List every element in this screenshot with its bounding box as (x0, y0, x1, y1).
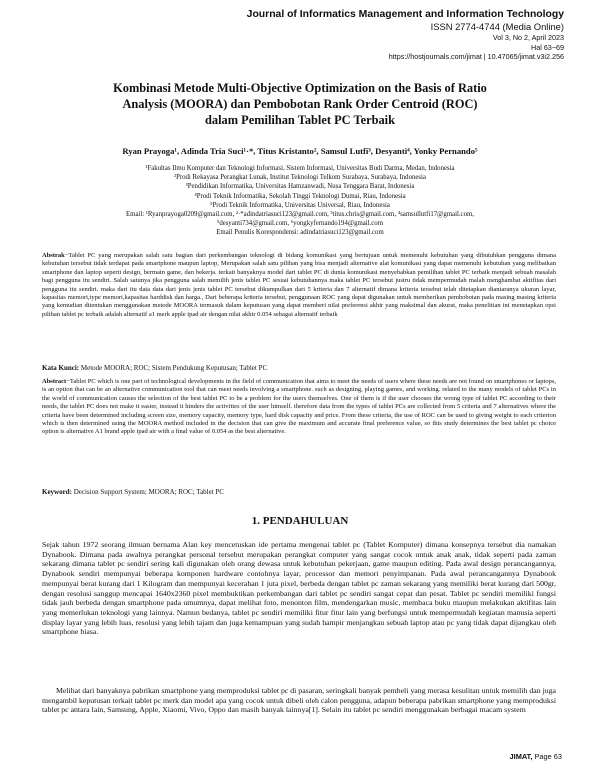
abstract-label: Abstract (42, 378, 67, 385)
footer-page: Page 63 (532, 752, 562, 761)
journal-issn: ISSN 2774-4744 (Media Online) (430, 21, 564, 32)
affiliation-2: ²Prodi Rekayasa Perangkat Lunak, Institut Teknologi Telkom Surabaya, Surabaya, Indonesia (174, 174, 426, 182)
keywords-label: Keyword: (42, 488, 72, 496)
section-heading-pendahuluan: 1. PENDAHULUAN (251, 515, 349, 527)
paragraph-2: Melihat dari banyaknya pabrikan smartphone yang memproduksi tablet pc di pasaran, seringkali banyak pembeli yang merasa kesulitan untuk memilih dan juga mengambil keputusan terkait tablet pc merk dan model apa yang cocok untuk dibeli oleh calon pengguna, adapun beberapa pabrikan smartphone yang memproduksi tablet pc antara lain, Samsung, Apple, Xiaomi, Vivo, Oppo dan masih banyak lainnya[1]. Selain itu tablet pc sendiri menggunakan berbagai macam system (42, 686, 557, 715)
title-line-2: Analysis (MOORA) dan Pembobotan Rank Order Centroid (ROC) (122, 97, 478, 111)
title-line-3: dalam Pemilihan Tablet PC Terbaik (204, 113, 396, 127)
author-list: Ryan Prayoga¹, Adinda Tria Suci¹·*, Titus Kristanto², Samsul Lutfi³, Desyanti⁴, Yonky Pernando⁵ (122, 146, 478, 156)
kata-kunci-label: Kata Kunci: (42, 364, 80, 372)
abstrak-text: −Tablet PC yang merupakan salah satu bagian dari perkembangan teknologi di bidang komunikasi yang bertujuan untuk memenuhi kebutuhan yang dibutuhkan pengguna dimana kebutuhan tersebut tidak terdapat pada smartphone maupun laptop, Merupakan salah satu pilihan yang bisa menjadi alternative alat komunikasi yang dapat memenuhi kebutuhan yang melibatkan smartphone dan laptop seperti design, bermain game, dan bekerja. terkait banyaknya model dari tablet PC di dunia komunikasi menyebabkan pemilihan tablet PC terbaik menjadi sebuah masalah bagi pengguna itu sendiri. Salah satunya jika pengguna salah memilih jenis tablet PC sesuai kebutuhannya maka tablet PC tersebut justru tidak mempermudah malah menghambat aktifitas dari pengguna itu sendiri. maka dari itu data data dari jenis jenis tablet PC tersebut dikumpulkan dari 5 kriteria dan 7 alternatif dimana kriteria tersebut telah ditetapkan diantaranya ukuran layar, kapasitas memori,type memori,kapasitas harddisk dan harga., Dari beberapa kriteria tersebut, penggunaan ROC yang dapat digunakan untuk memberikan pembobotan pada masing masing kriteria yang kemudian ditentukan menggunakan metode MOORA termasuk dalam keputusan yang dapat memberi nilai preferensi akhir yang maksimal dan akurat, maka penelitian ini menetapkan opsi pilihan tablet pc terbaik adalah alternatif a1 merk apple ipad air dengan nilai akhir 0.054 sebagai alternatif terbaik (42, 252, 556, 318)
affiliation-5: ⁵Prodi Teknik Informatika, Universitas Universal, Riau, Indonesia (210, 201, 390, 209)
journal-pages: Hal 63−69 (531, 42, 564, 52)
affiliation-1: ¹Fakultas Ilmu Komputer dan Teknologi Informasi, Sistem Informasi, Universitas Budi Darma, Medan, Indonesia (145, 165, 455, 172)
affiliation-3: ³Pendidikan Informatika, Universitas Hamzanwadi, Nusa Tenggara Barat, Indonesia (185, 183, 415, 191)
page-footer (510, 752, 562, 761)
corresponding-email: Email Penulis Korespondensi: adindatriasuci123@gmail.com (216, 229, 384, 237)
keywords (42, 488, 556, 496)
affiliations (30, 164, 570, 238)
journal-header (247, 8, 564, 62)
author-emails: Email: ¹Ryanprayoga0209@gmail.com, ²·*adindatriasuci123@gmail.com, ³titus.chris@gmail.com, ⁴samsullutfi17@gmail.com, (126, 211, 474, 219)
author-emails-cont: ⁵desyanti734@gmail.com, ⁶yongkyfernando194@gmail.com (216, 220, 383, 228)
abstract-english (42, 378, 556, 437)
kata-kunci-text: Metode MOORA; ROC; Sistem Pendukung Keputusan; Tablet PC (79, 364, 268, 372)
paragraph-1: Sejak tahun 1972 seorang ilmuan bernama Alan key mencetuskan ide pertama mengenai tablet pc (Tablet Komputer) dimana konsepnya tersebut dia namakan Dynabook. Dimana pada awalnya perangkat personal tersebut merupakan perangkat computer yang sangat cocok untuk anak anak, tidak seperti pada zaman sekarang dimana tablet pc sendiri sering kali digunakan oleh orang dewasa untuk kebutuhan pekerjaan, game maupun editing. Pada awal design perancangannya, Dynabook sendiri mempunyai beberapa komponen hardware contohnya layar, processor dan memori penyimpanan. Pada awal perancangannya Dynabook mempunyai berat kurang dari 1 Kilogram dan mempunyai kecerahan 1 juta pixel, berbeda dengan tablet pc zaman sekarang yang memiliki berat kurang dari 500gr, dengan resolusi sanggup mencapai 1640x2360 pixel membuktikan perkembangan dari tablet pc sendiri sangat cepat dan pesat. Tablet pc sendiri memiliki fungsi tidak jauh berbeda dengan smartphone pada umumnya, dapat melihat foto, menonton film, mendengarkan music, membaca buku maupun melakukan aktifitas lain yang memerlukan teknologi yang lainnya. Namun bedanya, tablet pc sendiri memiliki fitur fitur lain yang berfungsi untuk mempermudah kegiatan manusia seperti display layar yang lebih luas, resolusi yang lebih tajam dan juga kemampuan yang sudah hampir menjangkau sebuah laptop atau pc yang tidak dapat dijangkau oleh smartphone biasa. (42, 540, 556, 637)
paper-title (40, 80, 560, 128)
affiliation-4: ⁴Prodi Teknik Informatika, Sekolah Tinggi Teknologi Dumai, Riau, Indonesia (194, 192, 406, 200)
title-line-1: Kombinasi Metode Multi-Objective Optimization on the Basis of Ratio (113, 81, 487, 95)
kata-kunci (42, 364, 556, 372)
keywords-text: Decision Support System; MOORA; ROC; Tablet PC (71, 488, 224, 496)
abstract-text: −Tablet PC which is one part of technological developments in the field of communication that aims to meet the needs of users where these needs are not found on smartphones or laptops, is an option that can be an alternative communication tool that can meet needs involving a smartphone. such as designing, playing games, and working. related to the many models of tablet PCs in the world of communication causes the selection of the best tablet PC to be a problem for the users themselves. One of them is if the user chooses the wrong type of tablet PC according to their needs, the tablet PC does not make it easier, instead it hinders the activities of the user himself. therefore data from the types of tablet PCs are collected from 5 criteria and 7 alternatives where the criteria have been determined including screen size, memory capacity, memory type, hard disk capacity and price. From these criteria, the use of ROC can be used to giving weight to each criterion which is then determined using the MOORA method included in the decision that can give the maximum and accurate final preference value, so this study determines the best tablet pc choice option is alternative A1 brand apple ipad air with a final value of 0.054 as the best alternative. (42, 378, 556, 436)
abstrak-label: Abstrak (42, 252, 65, 259)
abstrak-indonesian (42, 252, 556, 319)
journal-name: Journal of Informatics Management and Information Technology (246, 9, 564, 20)
journal-volume: Vol 3, No 2, April 2023 (492, 33, 564, 42)
footer-journal: JIMAT, (509, 752, 533, 761)
journal-url[interactable]: https://hostjournals.com/jimat | 10.47065/jimat.v3i2.256 (388, 52, 564, 61)
